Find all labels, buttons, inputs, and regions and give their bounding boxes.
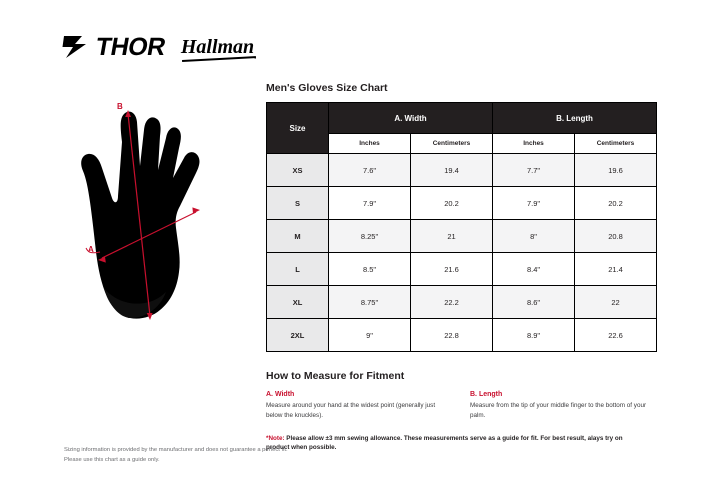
header-group-width: A. Width: [329, 103, 493, 134]
table-row: [267, 220, 657, 253]
measurement-note: [266, 434, 641, 454]
cell-length-centimeters: 20.2: [575, 187, 657, 220]
cell-length-centimeters: 19.6: [575, 154, 657, 187]
cell-length-inches: 8.9": [493, 319, 575, 352]
cell-width-centimeters: 19.4: [411, 154, 493, 187]
header-length-inches: Inches: [493, 134, 575, 154]
footer-line-1: Sizing information is provided by the manufacturer and does not guarantee a perfect fit.: [64, 447, 288, 453]
cell-size: M: [267, 220, 329, 253]
page-title: Men's Gloves Size Chart: [266, 82, 388, 94]
cell-width-inches: 8.25": [329, 220, 411, 253]
how-to-body-length: Measure from the tip of your middle finger to the bottom of your palm.: [470, 402, 647, 419]
table-header-row-groups: [267, 103, 657, 134]
cell-length-inches: 7.9": [493, 187, 575, 220]
how-to-heading-width: A. Width: [266, 391, 295, 398]
cell-length-centimeters: 20.8: [575, 220, 657, 253]
header-size: Size: [267, 103, 329, 154]
thor-wordmark: THOR: [93, 32, 168, 61]
cell-width-inches: 8.5": [329, 253, 411, 286]
how-to-column-width: [266, 391, 448, 421]
thor-hammer-icon: [62, 34, 92, 60]
cell-length-inches: 8.4": [493, 253, 575, 286]
label-length-b: B: [117, 102, 123, 111]
how-to-heading-length: B. Length: [470, 391, 503, 398]
cell-size: 2XL: [267, 319, 329, 352]
how-to-body-width: Measure around your hand at the widest point (generally just below the knuckles).: [266, 402, 436, 419]
cell-width-inches: 9": [329, 319, 411, 352]
glove-measurement-diagram: [60, 92, 250, 337]
table-row: [267, 253, 657, 286]
cell-size: S: [267, 187, 329, 220]
label-width-a: A: [88, 245, 94, 254]
cell-size: XL: [267, 286, 329, 319]
note-text: Please allow ±3 mm sewing allowance. These measurements serve as a guide for fit. For best result, alays try on product when possible.: [266, 434, 623, 452]
brand-header: [62, 34, 254, 60]
cell-width-inches: 7.9": [329, 187, 411, 220]
table-row: [267, 154, 657, 187]
cell-length-centimeters: 21.4: [575, 253, 657, 286]
cell-width-inches: 8.75": [329, 286, 411, 319]
header-length-centimeters: Centimeters: [575, 134, 657, 154]
cell-width-centimeters: 22.8: [411, 319, 493, 352]
cell-width-centimeters: 20.2: [411, 187, 493, 220]
cell-length-inches: 7.7": [493, 154, 575, 187]
how-to-measure-section: [266, 370, 656, 453]
cell-size: XS: [267, 154, 329, 187]
size-chart-table: [266, 102, 657, 352]
how-to-measure-title: How to Measure for Fitment: [266, 370, 405, 382]
chart-column: [266, 82, 656, 453]
header-width-centimeters: Centimeters: [411, 134, 493, 154]
cell-width-centimeters: 21: [411, 220, 493, 253]
cell-length-centimeters: 22.6: [575, 319, 657, 352]
footer-line-2: Please use this chart as a guide only.: [64, 456, 160, 463]
how-to-measure-columns: [266, 391, 656, 421]
header-width-inches: Inches: [329, 134, 411, 154]
cell-length-centimeters: 22: [575, 286, 657, 319]
thor-logo: [62, 32, 168, 61]
footer-disclaimer: [64, 446, 288, 466]
table-row: [267, 286, 657, 319]
table-row: [267, 319, 657, 352]
hallman-wordmark: Hallman: [180, 36, 255, 58]
cell-width-centimeters: 21.6: [411, 253, 493, 286]
glove-illustration-svg: [60, 92, 250, 337]
cell-length-inches: 8.6": [493, 286, 575, 319]
note-label: *Note:: [266, 434, 285, 442]
cell-size: L: [267, 253, 329, 286]
cell-width-inches: 7.6": [329, 154, 411, 187]
cell-width-centimeters: 22.2: [411, 286, 493, 319]
table-row: [267, 187, 657, 220]
cell-length-inches: 8": [493, 220, 575, 253]
header-group-length: B. Length: [493, 103, 657, 134]
how-to-column-length: [470, 391, 652, 421]
